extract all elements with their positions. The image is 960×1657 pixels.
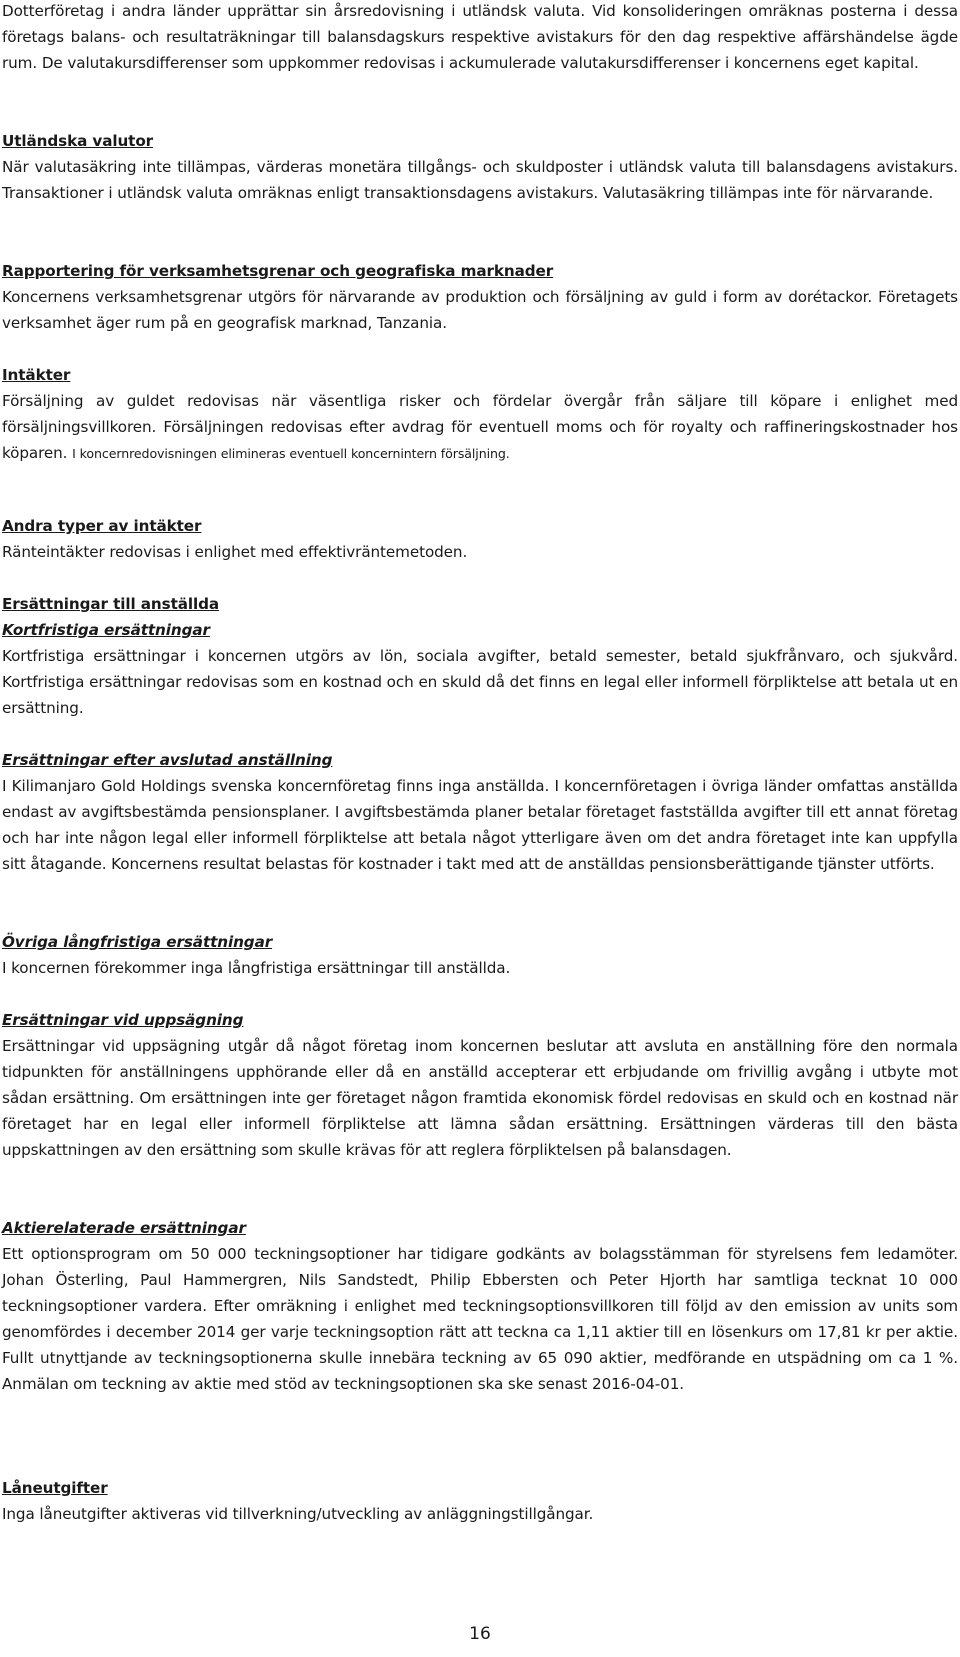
section-andra-intakter bbox=[2, 513, 958, 565]
heading-intakter: Intäkter bbox=[2, 366, 71, 384]
laneutgifter-text: Inga låneutgifter aktiveras vid tillverkning/utveckling av anläggningstillgångar. bbox=[2, 1505, 594, 1523]
andra-text: Ränteintäkter redovisas i enlighet med effektivräntemetoden. bbox=[2, 543, 468, 561]
uppsagning-text: Ersättningar vid uppsägning utgår då något företag inom koncernen beslutar att avsluta en anställning före den normala tidpunkten för anställningens upphörande eller då en anställd accepterar ett erbjudande om frivillig avgång i utbyte mot sådan ersättning. Om ersättningen inte ger företaget någon framtida ekonomisk fördel redovisas en skuld och en kostnad när företaget har en legal eller informell förpliktelse att lämna sådan ersättning. Ersättningen värderas till den bästa uppskattningen av den ersättning som skulle krävas för att reglera förpliktelsen på balansdagen. bbox=[2, 1037, 958, 1159]
heading-ovriga: Övriga långfristiga ersättningar bbox=[2, 933, 273, 951]
heading-uppsagning: Ersättningar vid uppsägning bbox=[2, 1011, 244, 1029]
section-aktierelaterade bbox=[2, 1215, 958, 1397]
subheading-kortfristiga: Kortfristiga ersättningar bbox=[2, 621, 210, 639]
aktierelaterade-text: Ett optionsprogram om 50 000 teckningsoptioner har tidigare godkänts av bolagsstämman för styrelsens fem ledamöter. Johan Österling, Paul Hammergren, Nils Sandstedt, Philip Ebbersten och Peter Hjorth har samtliga tecknat 10 000 teckningsoptioner vardera. Efter omräkning i enlighet med teckningsoptionsvillkoren till följd av den emission av units som genomfördes i december 2014 ger varje teckningsoption rätt att teckna ca 1,11 aktier till en lösenkurs om 17,81 kr per aktie. Fullt utnyttjande av teckningsoptionerna skulle innebära teckning av 65 090 aktier, medförande en utspädning om ca 1 %. Anmälan om teckning av aktie med stöd av teckningsoptionen ska ske senast 2016-04-01. bbox=[2, 1245, 958, 1393]
section-ersattningar bbox=[2, 591, 958, 721]
page-number: 16 bbox=[469, 1624, 491, 1644]
efter-text: I Kilimanjaro Gold Holdings svenska koncernföretag finns inga anställda. I koncernföretagen i övriga länder omfattas anställda endast av avgiftsbestämda pensionsplaner. I avgiftsbestämda planer betalar företaget fastställda avgifter till ett annat företag och har inte någon legal eller informell förpliktelse att betala något ytterligare även om det andra företaget inte kan uppfylla sitt åtagande. Koncernens resultat belastas för kostnader i takt med att de anställdas pensionsberättigande tjänster utförts. bbox=[2, 777, 958, 873]
intakter-text: Försäljning av guldet redovisas när väsentliga risker och fördelar övergår från säljare till köpare i enlighet med försäljningsvillkoren. Försäljningen redovisas efter avdrag för eventuell moms och för royalty och raffineringskostnader hos köparen. bbox=[2, 392, 958, 462]
section-ovriga bbox=[2, 929, 958, 981]
heading-efter-anstallning: Ersättningar efter avslutad anställning bbox=[2, 751, 333, 769]
intro-text: Dotterföretag i andra länder upprättar sin årsredovisning i utländsk valuta. Vid konsolideringen omräknas posterna i dessa företags balans- och resultaträkningar till balansdagskurs respektive avistakurs för den dag respektive affärshändelse ägde rum. De valutakursdifferenser som uppkommer redovisas i ackumulerade valutakursdifferenser i koncernens eget kapital. bbox=[2, 2, 958, 72]
heading-rapportering: Rapportering för verksamhetsgrenar och geografiska marknader bbox=[2, 262, 554, 280]
section-laneutgifter bbox=[2, 1475, 958, 1527]
section-rapportering bbox=[2, 258, 958, 336]
utlandska-text: När valutasäkring inte tillämpas, värderas monetära tillgångs- och skuldposter i utländsk valuta till balansdagens avistakurs. Transaktioner i utländsk valuta omräknas enligt transaktionsdagens avistakurs. Valutasäkring tillämpas inte för närvarande. bbox=[2, 158, 958, 202]
heading-aktierelaterade: Aktierelaterade ersättningar bbox=[2, 1219, 246, 1237]
section-efter-anstallning bbox=[2, 747, 958, 877]
heading-andra-intakter: Andra typer av intäkter bbox=[2, 517, 202, 535]
section-intakter bbox=[2, 362, 958, 467]
intro-paragraph bbox=[2, 0, 958, 76]
intakter-small-text: I koncernredovisningen elimineras eventuell koncernintern försäljning. bbox=[72, 446, 510, 461]
kortfristiga-text: Kortfristiga ersättningar i koncernen utgörs av lön, sociala avgifter, betald semester, betald sjukfrånvaro, och sjukvård. Kortfristiga ersättningar redovisas som en kostnad och en skuld då det finns en legal eller informell förpliktelse att betala ut en ersättning. bbox=[2, 647, 958, 717]
ovriga-text: I koncernen förekommer inga långfristiga ersättningar till anställda. bbox=[2, 959, 511, 977]
heading-laneutgifter: Låneutgifter bbox=[2, 1479, 108, 1497]
section-utlandska-valutor bbox=[2, 128, 958, 206]
intakter-text-block bbox=[2, 388, 958, 467]
section-uppsagning bbox=[2, 1007, 958, 1163]
heading-utlandska-valutor: Utländska valutor bbox=[2, 132, 154, 150]
heading-ersattningar: Ersättningar till anställda bbox=[2, 595, 220, 613]
rapportering-text: Koncernens verksamhetsgrenar utgörs för närvarande av produktion och försäljning av guld i form av dorétackor. Företagets verksamhet äger rum på en geografisk marknad, Tanzania. bbox=[2, 288, 958, 332]
